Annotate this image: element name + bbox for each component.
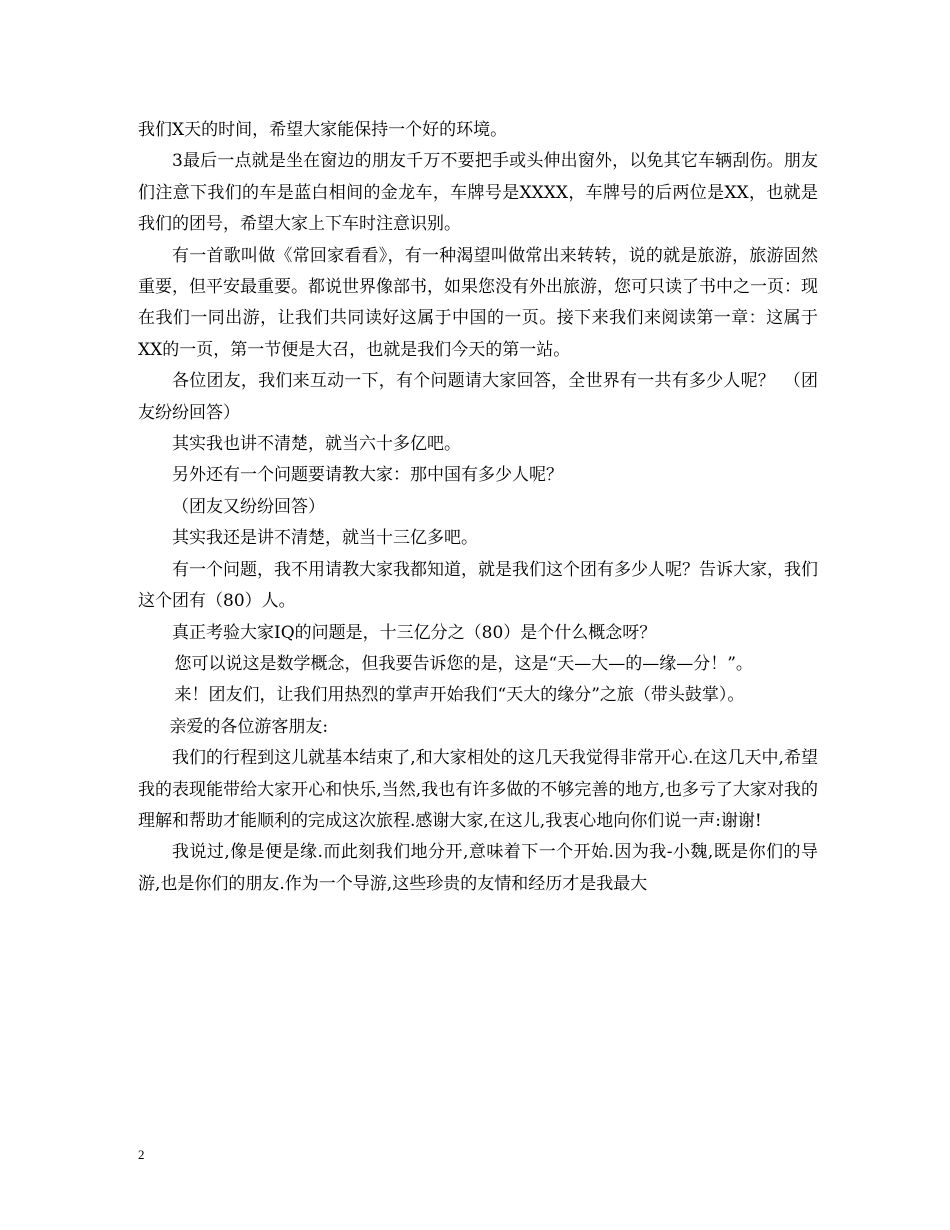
paragraph-8: 其实我还是讲不清楚，就当十三亿多吧。 bbox=[172, 528, 478, 549]
paragraph-11: 您可以说这是数学概念，但我要告诉您的是，这是“天—大—的—缘—分！”。 bbox=[174, 653, 753, 674]
paragraph-12: 来！团友们，让我们用热烈的掌声开始我们“天大的缘分”之旅（带头鼓掌）。 bbox=[174, 685, 745, 706]
paragraph-15: 我说过,像是便是缘.而此刻我们地分开,意味着下一个开始.因为我-小魏,既是你们的导游,也是你们的朋友.作为一个导游,这些珍贵的友情和经历才是我最大 bbox=[138, 842, 818, 894]
page-number: 2 bbox=[138, 1147, 145, 1162]
paragraph-10: 真正考验大家IQ的问题是，十三亿分之（80）是个什么概念呀？ bbox=[172, 622, 657, 643]
paragraph-14: 我们的行程到这儿就基本结束了,和大家相处的这几天我觉得非常开心.在这几天中,希望我的表现能带给大家开心和快乐,当然,我也有许多做的不够完善的地方,也多亏了大家对我的理解和帮助才能顺利的完成这次旅程.感谢大家,在这儿,我衷心地向你们说一声:谢谢! bbox=[138, 748, 818, 831]
paragraph-9: 有一个问题，我不用请教大家我都知道，就是我们这个团有多少人呢？告诉大家，我们这个团有（80）人。 bbox=[138, 559, 818, 612]
paragraph-6: 另外还有一个问题要请教大家：那中国有多少人呢？ bbox=[172, 465, 563, 486]
paragraph-13: 亲爱的各位游客朋友: bbox=[169, 716, 329, 737]
paragraph-4: 各位团友，我们来互动一下，有个问题请大家回答，全世界有一共有多少人呢？ （团友纷纷回答） bbox=[138, 371, 818, 423]
paragraph-2: 3最后一点就是坐在窗边的朋友千万不要把手或头伸出窗外，以免其它车辆刮伤。朋友们注意下我们的车是蓝白相间的金龙车，车牌号是XXXX，车牌号的后两位是XX，也就是我们的团号，希望大家上下车时注意识别。 bbox=[138, 151, 818, 235]
paragraph-7: （团友又纷纷回答） bbox=[172, 496, 325, 517]
paragraph-5: 其实我也讲不清楚，就当六十多亿吧。 bbox=[172, 434, 461, 455]
document-body bbox=[138, 115, 818, 900]
paragraph-3: 有一首歌叫做《常回家看看》，有一种渴望叫做常出来转转，说的就是旅游，旅游固然重要，但平安最重要。都说世界像部书，如果您没有外出旅游，您可只读了书中之一页：现在我们一同出游，让我们共同读好这属于中国的一页。接下来我们来阅读第一章：这属于XX的一页，第一节便是大召，也就是我们今天的第一站。 bbox=[138, 245, 818, 360]
paragraph-1: 我们X天的时间，希望大家能保持一个好的环境。 bbox=[138, 120, 508, 140]
